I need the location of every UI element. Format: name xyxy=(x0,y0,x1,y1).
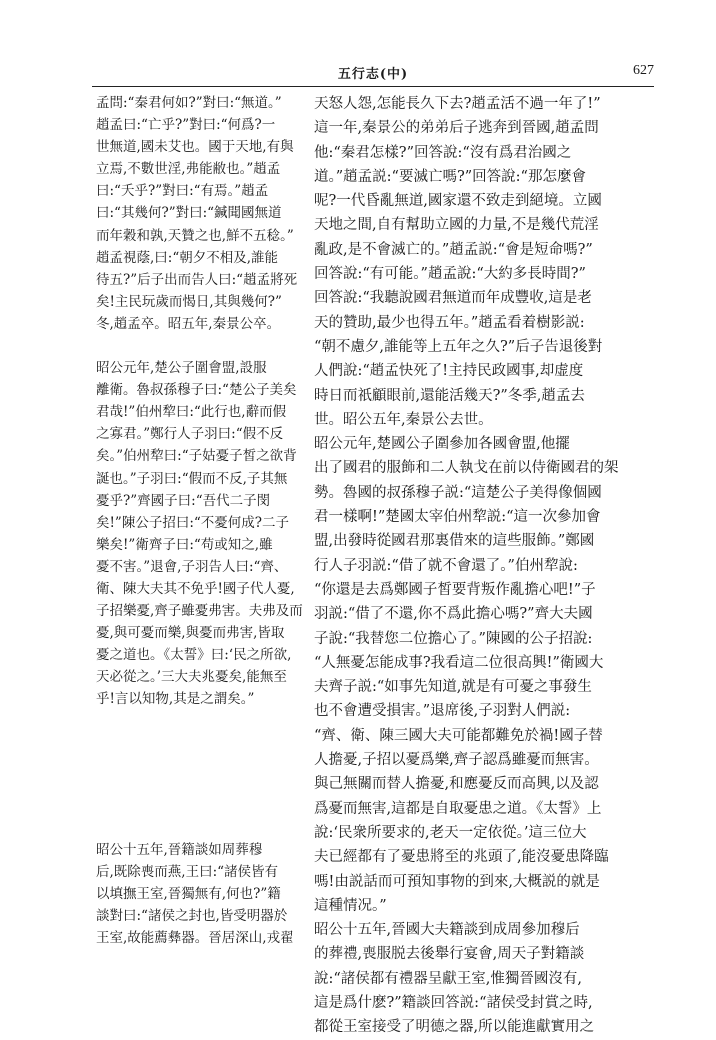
page-number: 627 xyxy=(633,63,654,78)
translation-paragraph-1: 天怒人怨,怎能長久下去?趙孟活不過一年了!” 這一年,秦景公的弟弟后子逃奔到晉國,趙孟問 他:“秦君怎樣?”回答說:“沒有爲君治國之 道。”趙孟説:“要滅亡嗎?”回答說:“那怎麼會 呢?一代昏亂無道,國家還不致走到絕境。立國 天地之間,自有幫助立國的力量,不是幾代荒淫 亂政,是不會滅亡的。”趙孟説:“會是短命嗎?” 回答說:“有可能。”趙孟說:“大約多長時間?” 回答說:“我聽說國君無道而年成豐收,這是老 天的贊助,最少也得五年。”趙孟看着樹影説: “朝不慮夕,誰能等上五年之久?”后子告退後對 人們說:“趙孟快死了!主持民政國事,却虚度 時日而祇顧眼前,還能活幾天?”冬季,趙孟去 世。昭公五年,秦景公去世。 xyxy=(314,96,603,428)
classical-paragraph-3: 昭公十五年,晉籍談如周葬穆 后,既除喪而燕,王曰:“諸侯皆有 以填撫王室,晉獨無有,何也?”籍 談對曰:“諸侯之封也,皆受明器於 王室,故能薦彝器。晉居深山,戎翟 xyxy=(96,841,294,946)
classical-text-column xyxy=(96,92,310,949)
header-rule xyxy=(92,86,654,87)
classical-paragraph-1: 孟問:“秦君何如?”對曰:“無道。” 趙孟曰:“亡乎?”對曰:“何爲?一 世無道,國未艾也。國于天地,有與 立焉,不數世淫,弗能敝也。”趙孟 曰:“夭乎?”對曰:“有焉。”趙孟 曰:“其幾何?”對曰:“鍼聞國無道 而年穀和孰,天贊之也,鮮不五稔。” 趙孟視蔭,曰:“朝夕不相及,誰能 待五?”后子出而告人曰:“趙孟將死 矣!主民玩歲而愒日,其與幾何?” 冬,趙孟卒。昭五年,秦景公卒。 xyxy=(96,95,298,332)
translation-paragraph-2: 昭公元年,楚國公子圍參加各國會盟,他擺 出了國君的服飾和二人執戈在前以侍衛國君的架 勢。魯國的叔孫穆子説:“這楚公子美得像個國 君一樣啊!”楚國太宰伯州犂説:“這一次參加會 盟,出發時從國君那裏借來的這些服飾。”鄭國 行人子羽説:“借了就不會還了。”伯州犂說: “你還是去爲鄭國子皙要背叛作亂擔心吧!”子 羽説:“借了不還,你不爲此擔心嗎?”齊大夫國 子說:“我替您二位擔心了。”陳國的公子招說: “人無憂怎能成事?我看這二位很高興!”衛國大 夫齊子説:“如事先知道,就是有可憂之事發生 也不會遭受損害。”退席後,子羽對人們説: “齊、衛、陳三國大夫可能都難免於禍!國子替 人擔憂,子招以憂爲樂,齊子認爲雖憂而無害。 與己無關而替人擔憂,和應憂反而高興,以及認 爲憂而無害,這都是自取憂患之道。《太誓》上 說:‘民衆所要求的,老天一定依從。’這三位大 夫已經都有了憂患將至的兆頭了,能沒憂患降臨 嗎!由説話而可預知事物的到來,大概説的就是 這種情况。” xyxy=(314,436,619,914)
chapter-title: 五行志(中) xyxy=(337,67,409,82)
translation-column xyxy=(314,92,642,1040)
classical-paragraph-2: 昭公元年,楚公子圍會盟,設服 離衛。魯叔孫穆子曰:“楚公子美矣 君哉!”伯州犂曰:“此行也,辭而假 之寡君。”鄭行人子羽曰:“假不反 矣。”伯州犂曰:“子姑憂子皙之欲背 誕也。”子羽曰:“假而不反,子其無 憂乎?”齊國子曰:“吾代二子閔 矣!”陳公子招曰:“不憂何成?二子 樂矣!”衛齊子曰:“苟或知之,雖 憂不害。”退會,子羽告人曰:“齊、 衛、陳大夫其不免乎!國子代人憂, 子招樂憂,齊子雖憂弗害。夫弗及而 憂,與可憂而樂,與憂而弗害,皆取 憂之道也。《太誓》曰:‘民之所欲, 天必從之。’三大夫兆憂矣,能無至 乎!言以知物,其是之謂矣。” xyxy=(96,360,303,708)
running-header xyxy=(92,63,654,83)
translation-paragraph-3: 昭公十五年,晉國大夫籍談到成周參加穆后 的葬禮,喪服脱去後舉行宴會,周天子對籍談 說:“諸侯都有禮器呈獻王室,惟獨晉國沒有, 這是爲什麽?”籍談回答説:“諸侯受封賞之時, 都從王室接受了明德之器,所以能進獻實用之 xyxy=(314,922,595,1036)
